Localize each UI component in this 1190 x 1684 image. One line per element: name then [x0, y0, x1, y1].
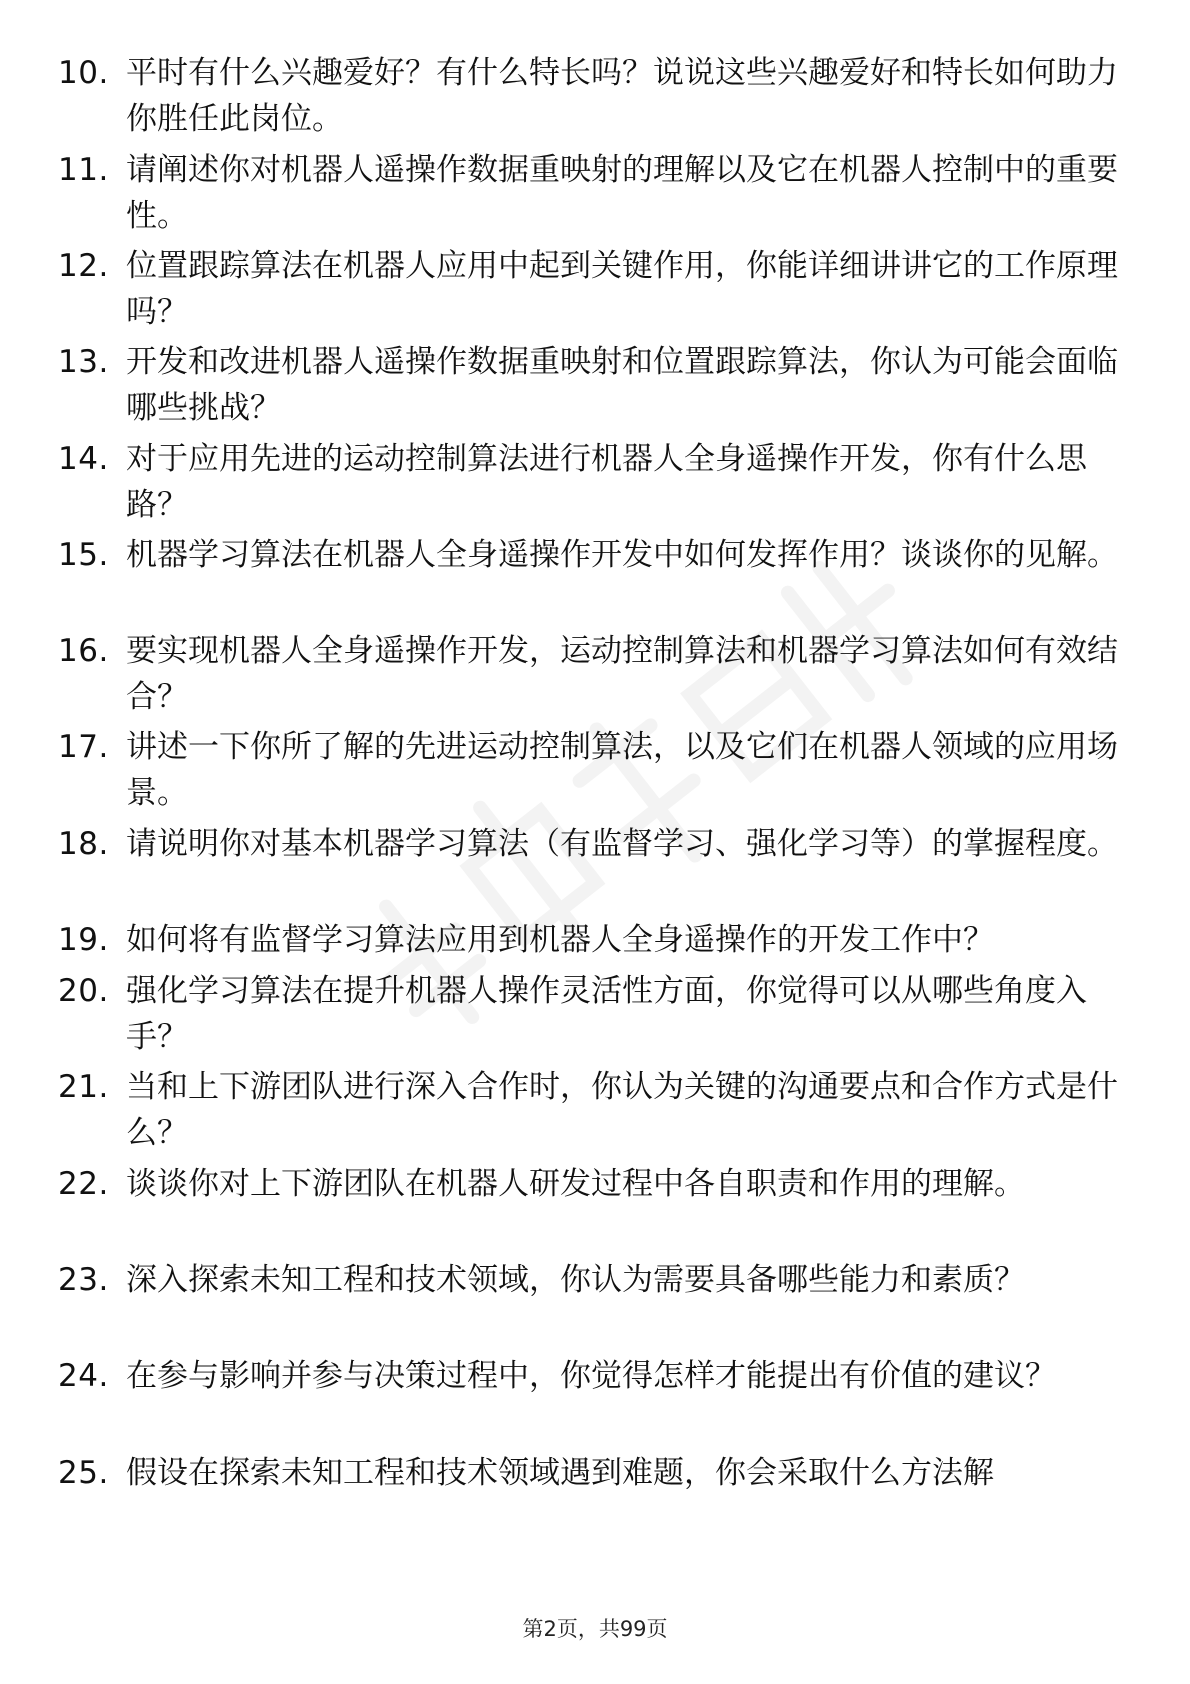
- list-item: [58, 436, 1128, 536]
- question-number: 24.: [58, 1358, 109, 1394]
- question-text: 对于应用先进的运动控制算法进行机器人全身遥操作开发，你有什么思路？: [126, 441, 1087, 523]
- list-item: [58, 968, 1128, 1068]
- question-text: 在参与影响并参与决策过程中，你觉得怎样才能提出有价值的建议？: [126, 1358, 1056, 1394]
- question-text: 请阐述你对机器人遥操作数据重映射的理解以及它在机器人控制中的重要性。: [126, 152, 1118, 234]
- question-number: 20.: [58, 973, 109, 1009]
- list-item: [58, 821, 1128, 921]
- list-item: [58, 50, 1128, 150]
- question-number: 25.: [58, 1455, 109, 1491]
- question-text: 当和上下游团队进行深入合作时，你认为关键的沟通要点和合作方式是什么？: [126, 1069, 1118, 1151]
- question-number: 11.: [58, 152, 109, 188]
- question-number: 18.: [58, 826, 109, 862]
- page-footer: [0, 1614, 1190, 1644]
- question-text: 开发和改进机器人遥操作数据重映射和位置跟踪算法，你认为可能会面临哪些挑战？: [126, 344, 1118, 426]
- question-text: 如何将有监督学习算法应用到机器人全身遥操作的开发工作中？: [126, 922, 994, 958]
- question-number: 22.: [58, 1166, 109, 1202]
- question-text: 机器学习算法在机器人全身遥操作开发中如何发挥作用？谈谈你的见解。: [126, 537, 1118, 573]
- question-text: 强化学习算法在提升机器人操作灵活性方面，你觉得可以从哪些角度入手？: [126, 973, 1087, 1055]
- question-number: 21.: [58, 1069, 109, 1105]
- list-item: [58, 1257, 1128, 1357]
- question-number: 10.: [58, 55, 109, 91]
- question-text: 平时有什么兴趣爱好？有什么特长吗？说说这些兴趣爱好和特长如何助力你胜任此岗位。: [126, 55, 1118, 137]
- list-item: [58, 1450, 1128, 1550]
- list-item: [58, 628, 1128, 728]
- question-number: 12.: [58, 248, 109, 284]
- question-text: 要实现机器人全身遥操作开发，运动控制算法和机器学习算法如何有效结合？: [126, 633, 1118, 715]
- list-item: [58, 147, 1128, 247]
- list-item: [58, 724, 1128, 824]
- question-text: 请说明你对基本机器学习算法（有监督学习、强化学习等）的掌握程度。: [126, 826, 1118, 862]
- question-number: 15.: [58, 537, 109, 573]
- question-number: 16.: [58, 633, 109, 669]
- list-item: [58, 1064, 1128, 1164]
- list-item: [58, 243, 1128, 343]
- list-item: [58, 532, 1128, 632]
- question-number: 23.: [58, 1262, 109, 1298]
- page-number-label: 第2页，共99页: [522, 1617, 668, 1641]
- question-text: 讲述一下你所了解的先进运动控制算法，以及它们在机器人领域的应用场景。: [126, 729, 1118, 811]
- question-text: 深入探索未知工程和技术领域，你认为需要具备哪些能力和素质？: [126, 1262, 1025, 1298]
- question-number: 17.: [58, 729, 109, 765]
- question-number: 19.: [58, 922, 109, 958]
- question-number: 13.: [58, 344, 109, 380]
- question-number: 14.: [58, 441, 109, 477]
- list-item: [58, 1161, 1128, 1261]
- question-text: 位置跟踪算法在机器人应用中起到关键作用，你能详细讲讲它的工作原理吗？: [126, 248, 1118, 330]
- list-item: [58, 1353, 1128, 1453]
- question-text: 假设在探索未知工程和技术领域遇到难题，你会采取什么方法解: [126, 1455, 994, 1491]
- list-item: [58, 339, 1128, 439]
- question-text: 谈谈你对上下游团队在机器人研发过程中各自职责和作用的理解。: [126, 1166, 1025, 1202]
